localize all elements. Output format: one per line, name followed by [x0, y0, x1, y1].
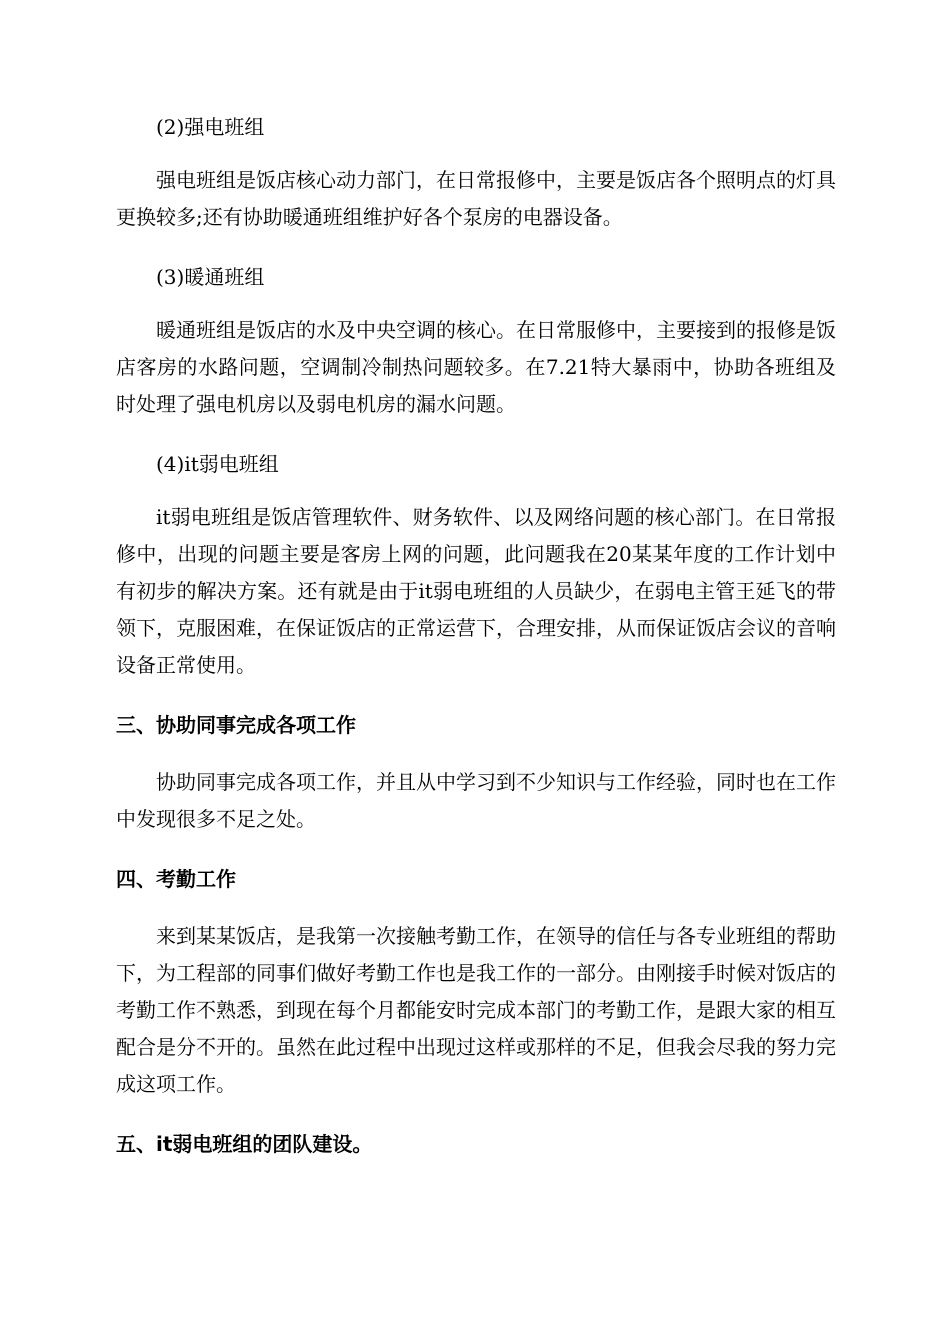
section-2-title: (2)强电班组	[156, 115, 265, 139]
section-4-title: (4)it弱电班组	[156, 452, 279, 476]
section-2-body: 强电班组是饭店核心动力部门，在日常报修中，主要是饭店各个照明点的灯具更换较多;还有协助暖通班组维护好各个泵房的电器设备。	[116, 168, 836, 229]
heading-4: 四、考勤工作	[116, 867, 236, 891]
heading-3: 三、协助同事完成各项工作	[116, 713, 356, 737]
section-4-body: it弱电班组是饭店管理软件、财务软件、以及网络问题的核心部门。在日常报修中，出现的问题主要是客房上网的问题，此问题我在20某某年度的工作计划中有初步的解决方案。还有就是由于it弱电班组的人员缺少，在弱电主管王延飞的带领下，克服困难，在保证饭店的正常运营下，合理安排，从而保证饭店会议的音响设备正常使用。	[116, 505, 836, 677]
section-3-title: (3)暖通班组	[156, 265, 265, 289]
document-page	[116, 112, 836, 1183]
heading-4-body: 来到某某饭店，是我第一次接触考勤工作，在领导的信任与各专业班组的帮助下，为工程部的同事们做好考勤工作也是我工作的一部分。由刚接手时候对饭店的考勤工作不熟悉，到现在每个月都能安时完成本部门的考勤工作，是跟大家的相互配合是分不开的。虽然在此过程中出现过这样或那样的不足，但我会尽我的努力完成这项工作。	[116, 924, 836, 1096]
heading-5: 五、it弱电班组的团队建设。	[116, 1132, 373, 1156]
section-3-body: 暖通班组是饭店的水及中央空调的核心。在日常服修中，主要接到的报修是饭店客房的水路问题，空调制冷制热问题较多。在7.21特大暴雨中，协助各班组及时处理了强电机房以及弱电机房的漏水问题。	[116, 318, 836, 416]
heading-3-body: 协助同事完成各项工作，并且从中学习到不少知识与工作经验，同时也在工作中发现很多不足之处。	[116, 770, 836, 831]
